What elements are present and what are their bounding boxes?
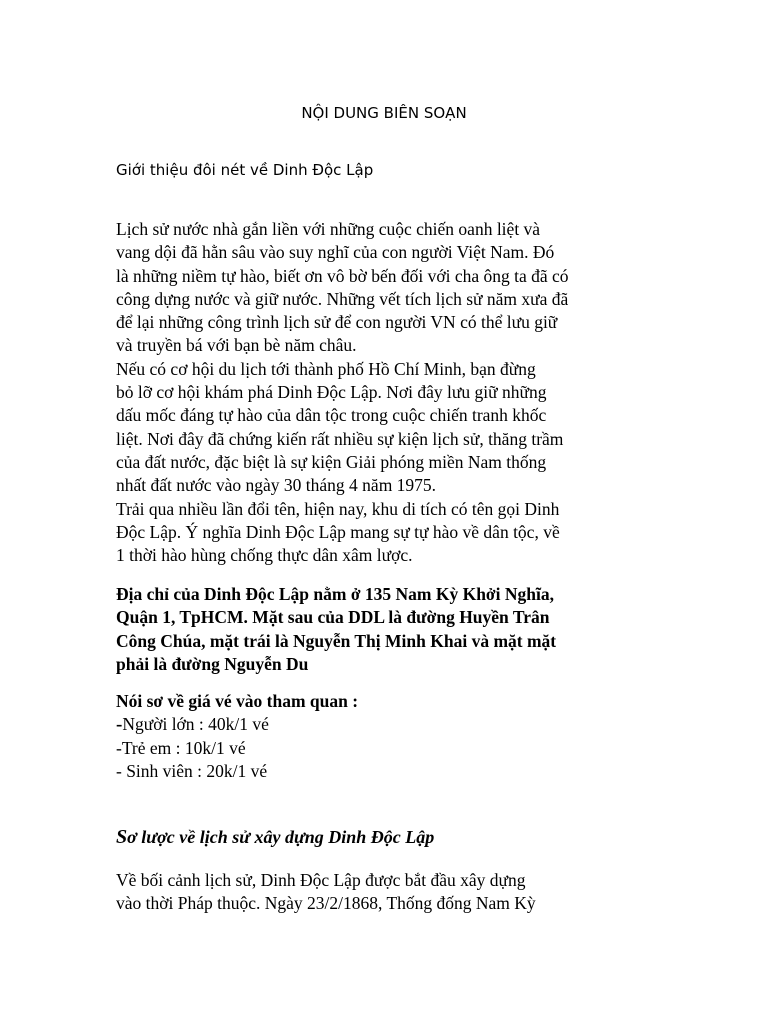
ticket-heading: Nói sơ về giá vé vào tham quan : (116, 691, 359, 711)
text-line: Độc Lập. Ý nghĩa Dinh Độc Lập mang sự tự hào về dân tộc, về (116, 521, 560, 542)
text-line: Nếu có cơ hội du lịch tới thành phố Hồ Chí Minh, bạn đừng (116, 358, 536, 379)
ticket-dash: - (116, 714, 123, 736)
text-line: phải là đường Nguyễn Du (116, 653, 309, 674)
text-line: 1 thời hào hùng chống thực dân xâm lược. (116, 545, 413, 566)
text-line: dấu mốc đáng tự hào của dân tộc trong cuộc chiến tranh khốc (116, 405, 547, 426)
text-line: Trải qua nhiều lần đổi tên, hiện nay, khu di tích có tên gọi Dinh (116, 498, 560, 519)
ticket-item-text: Người lớn : 40k/1 vé (122, 714, 269, 735)
text-line: để lại những công trình lịch sử để con người VN có thể lưu giữ (116, 312, 558, 333)
text-line: vang dội đã hằn sâu vào suy nghĩ của con người Việt Nam. Đó (116, 242, 555, 263)
history-heading-rest: ơ lược về lịch sử xây dựng Dinh Độc Lập (127, 827, 435, 847)
address-paragraph (116, 583, 676, 676)
text-line: Địa chỉ của Dinh Độc Lập nằm ở 135 Nam Kỳ Khởi Nghĩa, (116, 584, 554, 604)
history-paragraph (116, 869, 676, 916)
text-line: và truyền bá với bạn bè năm châu. (116, 335, 357, 356)
text-line: Lịch sử nước nhà gắn liền với những cuộc chiến oanh liệt và (116, 219, 541, 239)
ticket-item-child: -Trẻ em : 10k/1 vé (116, 737, 246, 758)
history-heading (116, 826, 676, 849)
text-line: liệt. Nơi đây đã chứng kiến rất nhiều sự kiện lịch sử, thăng trầm (116, 428, 564, 449)
document-title: NỘI DUNG BIÊN SOẠN (301, 104, 467, 122)
text-line: công dựng nước và giữ nước. Những vết tích lịch sử năm xưa đã (116, 288, 569, 309)
text-line: vào thời Pháp thuộc. Ngày 23/2/1868, Thống đống Nam Kỳ (116, 893, 536, 914)
text-line: nhất đất nước vào ngày 30 tháng 4 năm 1975. (116, 475, 437, 496)
ticket-section (116, 690, 676, 783)
text-line: Công Chúa, mặt trái là Nguyễn Thị Minh Khai và mặt mặt (116, 630, 557, 651)
text-line: Về bối cảnh lịch sử, Dinh Độc Lập được bắt đầu xây dựng (116, 870, 526, 890)
ticket-item-adult (116, 713, 676, 736)
intro-paragraph (116, 218, 676, 567)
section-heading: Giới thiệu đôi nét về Dinh Độc Lập (116, 161, 374, 179)
ticket-item-student: - Sinh viên : 20k/1 vé (116, 760, 268, 781)
text-line: là những niềm tự hào, biết ơn vô bờ bến đối với cha ông ta đã có (116, 265, 569, 286)
history-heading-initial: S (116, 826, 128, 848)
text-line: bỏ lỡ cơ hội khám phá Dinh Độc Lập. Nơi đây lưu giữ những (116, 382, 547, 403)
text-line: Quận 1, TpHCM. Mặt sau của DDL là đường Huyền Trân (116, 607, 550, 628)
text-line: của đất nước, đặc biệt là sự kiện Giải phóng miền Nam thống (116, 451, 547, 472)
